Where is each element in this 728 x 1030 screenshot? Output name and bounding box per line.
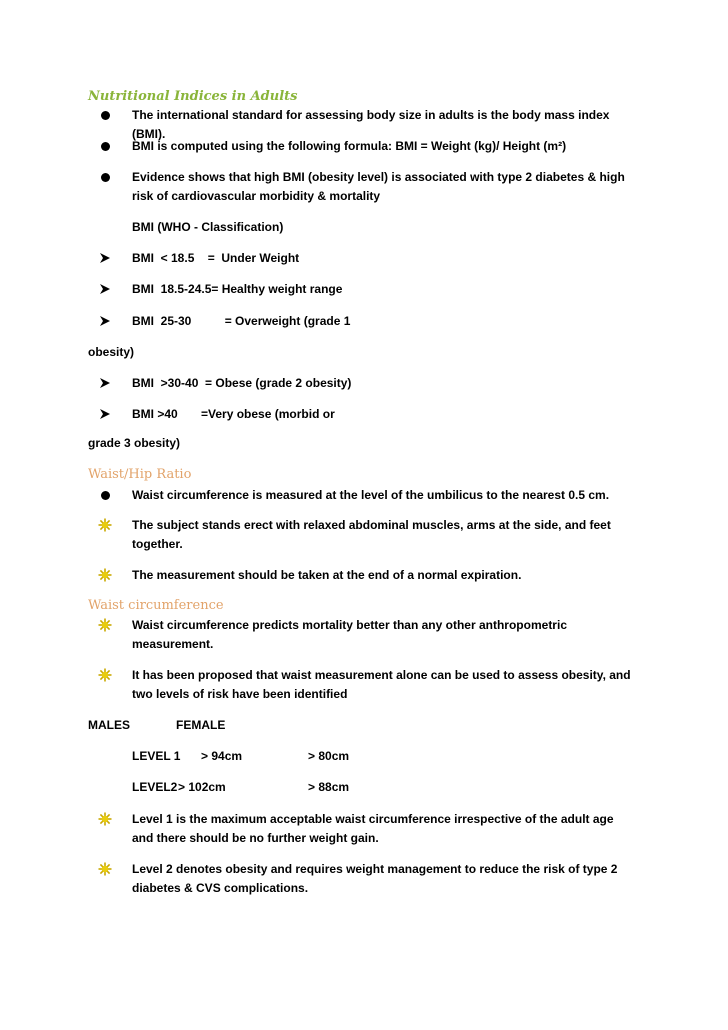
round-bullet-icon [98,139,112,153]
level-female-value: > 80cm [308,749,350,763]
note-text: Level 2 denotes obesity and requires weight management to reduce the risk of type 2 diabetes & CVS complications. [132,862,618,895]
bullet-text: The international standard for assessing body size in adults is the body mass index (BMI). [132,108,610,141]
bullet-text: Waist circumference predicts mortality better than any other anthropometric measurement. [132,618,567,651]
section-heading-waist-hip-ratio: Waist/Hip Ratio [88,467,192,482]
bmi-class-item: BMI 18.5-24.5= Healthy weight range [132,282,343,296]
arrow-bullet-icon [98,407,112,421]
round-bullet-icon [98,170,112,184]
bmi-class-item: BMI >30-40 = Obese (grade 2 obesity) [132,376,352,390]
bullet-text: BMI is computed using the following formula: BMI = Weight (kg)/ Height (m²) [132,139,567,153]
section-heading-nutritional-indices: Nutritional Indices in Adults [88,89,298,104]
arrow-bullet-icon [98,282,112,296]
bmi-class-continuation: obesity) [88,345,135,359]
level-female-value: > 88cm [308,780,350,794]
bmi-class-item: BMI < 18.5 = Under Weight [132,251,300,265]
bmi-class-item: BMI 25-30 = Overweight (grade 1 [132,314,351,328]
bmi-class-item: BMI >40 =Very obese (morbid or [132,407,335,421]
col-header-males: MALES [88,718,130,732]
level-name: LEVEL 1 [132,749,181,763]
arrow-bullet-icon [98,376,112,390]
level-male-value: > 94cm [201,749,243,763]
bullet-text: Waist circumference is measured at the level of the umbilicus to the nearest 0.5 cm. [132,488,610,502]
sun-bullet-icon [98,518,112,532]
col-header-female: FEMALE [176,718,226,732]
note-text: Level 1 is the maximum acceptable waist circumference irrespective of the adult age and there should be no further weight gain. [132,812,614,845]
arrow-bullet-icon [98,251,112,265]
bullet-text: The measurement should be taken at the end of a normal expiration. [132,568,522,582]
sun-bullet-icon [98,568,112,582]
sun-bullet-icon [98,862,112,876]
arrow-bullet-icon [98,314,112,328]
round-bullet-icon [98,488,112,502]
classification-title: BMI (WHO - Classification) [132,220,284,234]
bullet-text: It has been proposed that waist measurement alone can be used to assess obesity, and two levels of risk have been identified [132,668,631,701]
sun-bullet-icon [98,668,112,682]
bmi-class-continuation: grade 3 obesity) [88,436,181,450]
level-name: LEVEL2 [132,780,178,794]
level-male-value: > 102cm [178,780,226,794]
section-heading-waist-circumference: Waist circumference [88,598,224,613]
bullet-text: Evidence shows that high BMI (obesity level) is associated with type 2 diabetes & high risk of cardiovascular morbidity & mortality [132,170,625,203]
round-bullet-icon [98,108,112,122]
bullet-text: The subject stands erect with relaxed abdominal muscles, arms at the side, and feet together. [132,518,611,551]
sun-bullet-icon [98,812,112,826]
sun-bullet-icon [98,618,112,632]
